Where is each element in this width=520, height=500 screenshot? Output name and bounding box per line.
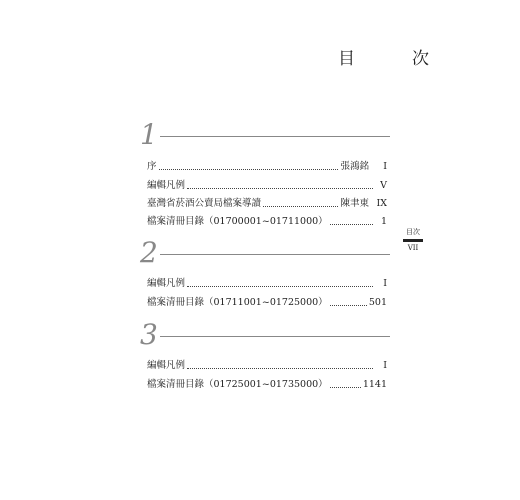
entry-page: 1141 bbox=[362, 379, 387, 390]
toc-entry-archive-guide[interactable] bbox=[147, 195, 387, 211]
entry-title: 檔案清冊目錄（01725001~01735000） bbox=[147, 379, 328, 390]
entry-page: I bbox=[383, 360, 387, 371]
toc-entry-editorial-notes[interactable] bbox=[147, 275, 387, 291]
entry-author: 陳聿東 bbox=[340, 198, 369, 209]
dot-leader bbox=[187, 188, 373, 189]
entry-title: 編輯凡例 bbox=[147, 278, 186, 289]
volume-number: 3 bbox=[140, 318, 158, 351]
dot-leader bbox=[263, 206, 338, 207]
toc-entry-catalog[interactable] bbox=[147, 294, 387, 310]
side-tab bbox=[402, 228, 424, 252]
entry-title: 編輯凡例 bbox=[147, 360, 186, 371]
entry-page: 1 bbox=[380, 216, 387, 227]
volume-number: 2 bbox=[140, 236, 158, 269]
dot-leader bbox=[330, 305, 367, 306]
side-tab-page-number: VII bbox=[407, 244, 419, 252]
volume-number: 1 bbox=[140, 118, 158, 151]
side-tab-bar bbox=[403, 239, 423, 242]
dot-leader bbox=[187, 368, 373, 369]
dot-leader bbox=[159, 169, 339, 170]
entry-page: I bbox=[383, 161, 387, 172]
volume-2-header bbox=[140, 236, 390, 269]
toc-entry-catalog[interactable] bbox=[147, 376, 387, 392]
entry-author: 張鴻銘 bbox=[340, 161, 369, 172]
toc-entry-catalog[interactable] bbox=[147, 213, 387, 229]
entry-title: 編輯凡例 bbox=[147, 180, 186, 191]
entry-page: V bbox=[380, 180, 387, 191]
toc-entry-preface[interactable] bbox=[147, 158, 387, 174]
entry-page: I bbox=[383, 278, 387, 289]
dot-leader bbox=[187, 286, 373, 287]
entry-title: 檔案清冊目錄（01700001~01711000） bbox=[147, 216, 328, 227]
dot-leader bbox=[330, 224, 373, 225]
dot-leader bbox=[330, 387, 361, 388]
volume-1-header bbox=[140, 118, 390, 151]
divider bbox=[160, 336, 390, 337]
entry-page: 501 bbox=[368, 297, 387, 308]
volume-3-header bbox=[140, 318, 390, 351]
toc-entry-editorial-notes[interactable] bbox=[147, 357, 387, 373]
entry-page: IX bbox=[376, 198, 387, 209]
side-tab-label: 目次 bbox=[406, 228, 420, 236]
toc-entry-editorial-notes[interactable] bbox=[147, 177, 387, 193]
entry-title: 臺灣省菸酒公賣局檔案導讀 bbox=[147, 198, 262, 209]
divider bbox=[160, 136, 390, 137]
page-title: 目 次 bbox=[338, 49, 449, 69]
entry-title: 序 bbox=[147, 161, 157, 172]
entry-title: 檔案清冊目錄（01711001~01725000） bbox=[147, 297, 328, 308]
divider bbox=[160, 254, 390, 255]
